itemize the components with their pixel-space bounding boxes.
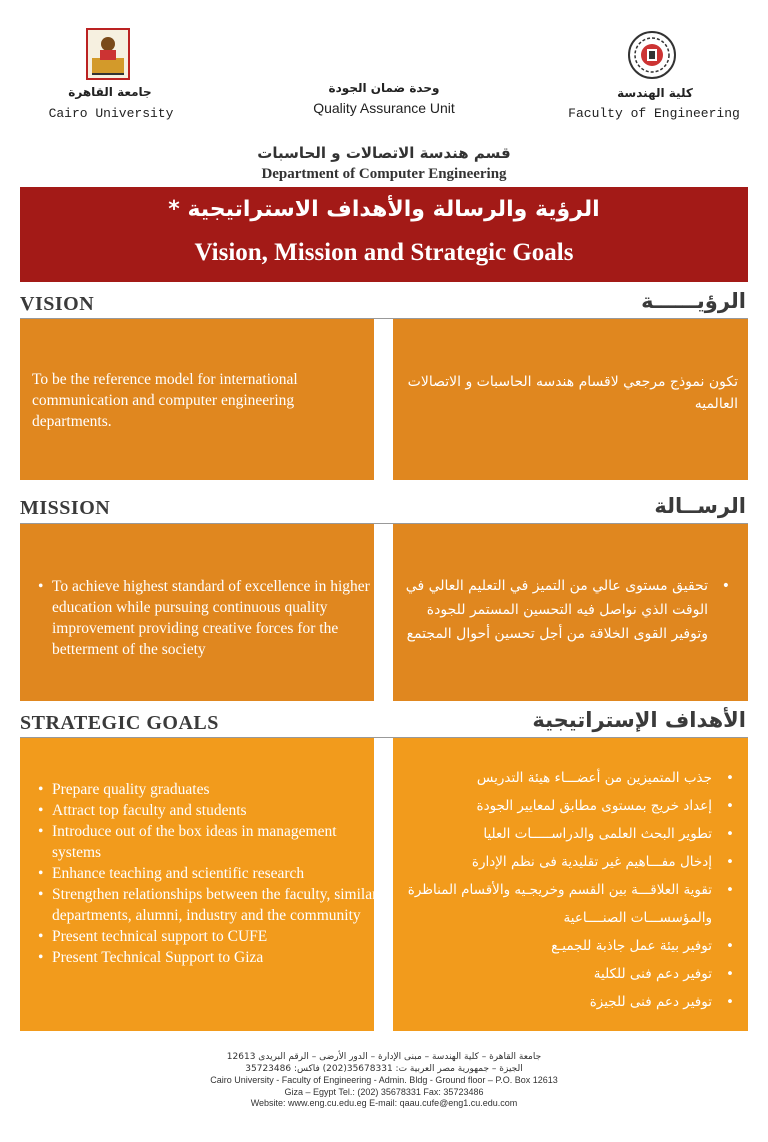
goal-item-en: • Present technical support to CUFE — [52, 926, 382, 947]
cairo-university-ar: جامعة القاهرة — [68, 85, 152, 99]
goal-item-en: • Prepare quality graduates — [52, 779, 382, 800]
vision-ar-box — [393, 319, 748, 480]
vision-heading-ar: الرؤيــــــة — [641, 289, 746, 313]
goal-item-ar: • تطوير البحث العلمى والدراســـــات العليا — [398, 820, 738, 848]
qa-unit-en: Quality Assurance Unit — [313, 100, 455, 116]
footer-line-3: Cairo University - Faculty of Engineering - Admin. Bldg - Ground floor – P.O. Box 12613 — [210, 1075, 558, 1085]
department-ar: قسم هندسة الاتصالات و الحاسبات — [257, 144, 511, 162]
footer-line-4: Giza – Egypt Tel.: (202) 35678331 Fax: 35723486 — [284, 1086, 484, 1097]
footer — [0, 1052, 768, 1110]
title-banner — [20, 187, 748, 282]
goals-ar-box — [393, 738, 748, 1031]
mission-heading-ar: الرســالة — [654, 494, 746, 518]
faculty-of-engineering-ar: كلية الهندسة — [617, 86, 693, 100]
goal-item-ar: • توفير دعم فنى للجيزة — [398, 988, 738, 1016]
goals-list-en — [30, 779, 382, 968]
vision-text-en: To be the reference model for international communication and computer engineering departments. — [32, 371, 298, 430]
vision-heading-en: VISION — [20, 293, 95, 315]
goal-item-ar: • توفير بيئة عمل جاذبة للجميـع — [398, 932, 738, 960]
goal-item-ar: • إدخال مفـــاهيم غير تقليدية فى نظم الإدارة — [398, 848, 738, 876]
vision-text-ar: تكون نموذج مرجعي لاقسام هندسه الحاسبات و الاتصالات العالميه — [407, 374, 738, 412]
goal-item-en: • Enhance teaching and scientific research — [52, 863, 382, 884]
goals-en-box — [20, 738, 378, 1031]
footer-line-5: Website: www.eng.cu.edu.eg E-mail: qaau.cufe@eng1.cu.edu.com — [250, 1098, 518, 1108]
goal-item-ar: • توفير دعم فنى للكلية — [398, 960, 738, 988]
cairo-university-logo — [86, 28, 130, 80]
faculty-of-engineering-logo — [627, 30, 677, 80]
qa-unit-ar: وحدة ضمان الجودة — [328, 81, 440, 95]
footer-line-1: جامعة القاهرة – كلية الهندسة – مبنى الإدارة – الدور الأرضى – الرقم البريدى 12613 — [226, 1052, 542, 1062]
mission-heading-en: MISSION — [20, 497, 111, 519]
goal-item-en: • Attract top faculty and students — [52, 800, 382, 821]
goal-item-ar: • تقوية العلاقـــة بين القسم وخريجـيه والأقسام المناظرة والمؤسســـات الصنــــاعية — [398, 876, 738, 932]
vision-en-box — [20, 319, 374, 480]
banner-title-en: Vision, Mission and Strategic Goals — [194, 239, 574, 266]
goals-list-ar — [398, 764, 738, 1016]
faculty-of-engineering-en: Faculty of Engineering — [568, 106, 740, 121]
mission-en-box — [20, 524, 374, 701]
mission-list-en — [30, 576, 372, 660]
goal-item-ar: • إعداد خريج بمستوى مطابق لمعايير الجودة — [398, 792, 738, 820]
goal-item-en: • Strengthen relationships between the faculty, similar departments, alumni, industry and the community — [52, 884, 382, 926]
goals-heading-en: STRATEGIC GOALS — [20, 712, 219, 734]
cairo-university-en: Cairo University — [48, 106, 174, 121]
goals-heading-ar: الأهداف الإستراتيجية — [532, 708, 746, 732]
banner-title-ar: الرؤية والرسالة والأهداف الاستراتيجية * — [168, 197, 600, 222]
mission-item-en: • To achieve highest standard of excellence in higher education while pursuing continuous quality improvement providing creative forces for the betterment of the society — [52, 576, 372, 660]
goal-item-en: • Present Technical Support to Giza — [52, 947, 382, 968]
department-en: Department of Computer Engineering — [261, 166, 507, 182]
goal-item-en: • Introduce out of the box ideas in management systems — [52, 821, 382, 863]
mission-ar-box — [393, 524, 748, 701]
mission-item-ar: • تحقيق مستوى عالي من التميز في التعليم العالي في الوقت الذي نواصل فيه التحسين المستمر للجودة وتوفير القوى الخلاقة من أجل تحسين أحوال المجتمع — [404, 574, 734, 646]
goal-item-ar: • جذب المتميزين من أعضـــاء هيئة التدريس — [398, 764, 738, 792]
footer-line-2: الجيزة – جمهورية مصر العربية ت: 35678331(202) فاكس: 35723486 — [245, 1063, 523, 1074]
mission-list-ar — [404, 574, 734, 646]
